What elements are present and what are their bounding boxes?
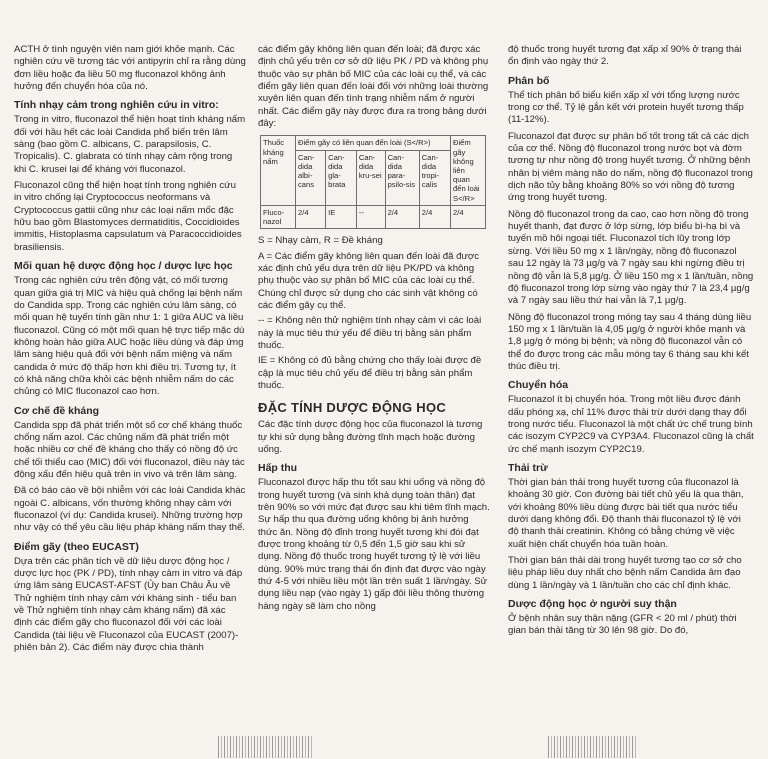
table-header-species: Can-dida albi-cans bbox=[296, 150, 326, 205]
table-cell: -- bbox=[356, 205, 385, 228]
table-header-species-group: Điểm gãy có liên quan đến loài (S</R>) bbox=[296, 136, 451, 150]
note-dash: -- = Không nên thử nghiệm tính nhạy cảm vì các loài này là mục tiêu thứ yếu để điều trị bằng sản phẩm thuốc. bbox=[258, 315, 482, 351]
paragraph-intro: ACTH ở tình nguyện viên nam giới khỏe mạnh. Các nghiên cứu về tương tác với antipyrin chỉ ra rằng dùng đơn liều hoặc đa liều 50 mg fluconazol không ảnh hưởng đến chuyển hóa của nó. bbox=[14, 44, 246, 93]
heading-elimination: Thải trừ bbox=[508, 461, 548, 474]
print-register-marks bbox=[548, 736, 638, 758]
paragraph-pk-pd: Trong các nghiên cứu trên động vật, có mối tương quan giữa giá trị MIC và hiệu quả chống lại bệnh nấm do Candida spp. Trong các nghiên cứu lâm sàng, có mối quan hệ tuyến tính gần như 1: 1 giữa AUC và liều fluconazol. Cũng có một mối quan hệ trực tiếp mặc dù không hoàn hảo giữa AUC hoặc liều dùng và đáp ứng lâm sàng hiệu quả đối với bệnh nấm miệng và nấm candida ở mức độ thấp hơn khi điều trị. Tương tự, ít có khả năng chữa khỏi các bệnh nhiễm nấm do các chủng có MIC fluconazol cao hơn. bbox=[14, 275, 245, 398]
column-middle bbox=[258, 44, 490, 617]
paragraph-absorption: Fluconazol được hấp thu tốt sau khi uống và nồng độ trong huyết tương (và sinh khả dụng toàn thân) đạt trên 90% so với mức đạt được sau khi tiêm tĩnh mạch. Sự hấp thu qua đường uống không bị ảnh hưởng thức ăn. Nồng độ đỉnh trong huyết tương khi đói đạt được trong khoảng từ 0,5 đến 1,5 giờ sau khi sử dụng. Nồng độ thuốc trong huyết tương tỷ lệ với liều dùng. 90% mức trạng thái ổn định đạt được vào ngày thứ 4-5 với nhiều liều một lần trên suất 1 lần/ngày. Sử dụng liều nạp (vào ngày 1) gấp đôi liều thông thường hàng ngày sẽ làm cho nồng bbox=[258, 477, 490, 612]
heading-metabolism: Chuyển hóa bbox=[508, 379, 569, 392]
paragraph-breakpoints-continued: các điểm gãy không liên quan đến loài; đã được xác định chủ yếu trên cơ sở dữ liệu PK / PD và không phụ thuộc vào sự phân bố MIC của các loài cụ thể, và các điểm gãy liên quan đến loài đối với những loài thường xuyên liên quan đến tình trạng nhiễm nấm ở người nhất. Các điểm gãy này được đưa ra trong bảng dưới đây: bbox=[258, 44, 489, 130]
note-a: A = Các điểm gãy không liên quan đến loài đã được xác định chủ yếu dựa trên dữ liệu PK/PD và không phụ thuộc vào sự phân bố MIC của các loài cụ thể. Chúng chỉ được sử dụng cho các sinh vật không có các điểm gãy cụ thể. bbox=[258, 250, 479, 311]
paragraph-distribution-3: Nồng độ fluconazol trong da cao, cao hơn nồng độ trong huyết thanh, đạt được ở lớp sừng, lớp biểu bì-hạ bì và tuyến mồ hôi ngoại tiết. Fluconazol tích lũy trong lớp sừng. Với liều 50 mg x 1 lần/ngày, nồng độ fluconazol sau 12 ngày là 73 µg/g và 7 ngày sau khi ngừng điều trị nồng độ vẫn là 5,8 µg/g. Ở liều 150 mg x 1 lần/tuần, nồng độ fluconazol trong lớp sừng vào ngày thứ 7 là 23,4 µg/g và 7 ngày sau liều thứ hai vẫn là 7,1 µg/g. bbox=[508, 208, 754, 307]
table-header-species: Can-dida kru-sei bbox=[356, 150, 385, 205]
heading-absorption: Hấp thu bbox=[258, 462, 298, 475]
heading-renal-impairment: Dược động học ở người suy thận bbox=[508, 598, 677, 611]
table-row bbox=[261, 136, 486, 150]
table-header-species: Can-dida tropi-calis bbox=[419, 150, 450, 205]
paragraph-elimination-2: Thời gian bán thải dài trong huyết tương tạo cơ sở cho liệu pháp liều duy nhất cho bệnh nấm Candida âm đạo dùng 1 lần/ngày và 1 lần/tuần cho các chỉ định khác. bbox=[508, 555, 742, 591]
heading-pharmacokinetics: ĐẶC TÍNH DƯỢC ĐỘNG HỌC bbox=[258, 400, 447, 416]
table-legend: S = Nhạy cảm, R = Đề kháng bbox=[258, 235, 383, 247]
heading-distribution: Phân bố bbox=[508, 74, 550, 87]
paragraph-renal-impairment: Ở bệnh nhân suy thận nặng (GFR < 20 ml / phút) thời gian bán thải tăng từ 30 lên 98 giờ. Do đó, bbox=[508, 613, 737, 637]
breakpoint-table bbox=[260, 135, 486, 229]
table-header-species: Can-dida para-psilo-sis bbox=[385, 150, 419, 205]
heading-in-vitro-susceptibility: Tính nhạy cảm trong nghiên cứu in vitro: bbox=[14, 99, 219, 112]
paragraph-resistance-1: Candida spp đã phát triển một số cơ chế kháng thuốc chống nấm azol. Các chủng nấm đã phát triển một hoặc nhiều cơ chế đề kháng cho thấy có nồng độ ức chế tối thiểu cao (MIC) đối với fluconazol, điều này tác động xấu đến hiệu quả trên in vivo và trên lâm sàng. bbox=[14, 419, 245, 480]
table-cell: 2/4 bbox=[451, 205, 486, 228]
table-cell-drug: Fluco-nazol bbox=[261, 205, 296, 228]
heading-resistance-mechanism: Cơ chế đề kháng bbox=[14, 404, 100, 417]
table-header-drug: Thuốc kháng nấm bbox=[261, 136, 296, 205]
paragraph-absorption-continued: độ thuốc trong huyết tương đạt xấp xỉ 90% ở trạng thái ổn định vào ngày thứ 2. bbox=[508, 44, 742, 68]
table-header-species: Can-dida gla-brata bbox=[326, 150, 357, 205]
heading-breakpoints: Điểm gãy (theo EUCAST) bbox=[14, 540, 139, 553]
table-cell: IE bbox=[326, 205, 357, 228]
table-cell: 2/4 bbox=[296, 205, 326, 228]
paragraph-metabolism: Fluconazol ít bị chuyển hóa. Trong một liều được đánh dấu phóng xạ, chỉ 11% được thải trừ dưới dạng thay đổi trong nước tiểu. Fluconazol là một chất ức chế trung bình các isozym CYP2C9 và CYP3A4. Fluconazol cũng là chất ức chế mạnh isozym CYP2C19. bbox=[508, 394, 754, 455]
table-row bbox=[261, 205, 486, 228]
column-right bbox=[508, 44, 754, 642]
table-cell: 2/4 bbox=[385, 205, 419, 228]
paragraph-pharmacokinetics: Các đặc tính dược động học của fluconazol là tương tự khi sử dụng bằng đường tĩnh mạch hoặc đường uống. bbox=[258, 419, 483, 456]
paragraph-distribution-1: Thể tích phân bố biểu kiến xấp xỉ với tổng lượng nước trong cơ thể. Tỷ lệ gắn kết với protein huyết tương thấp (11-12%). bbox=[508, 89, 744, 126]
note-ie: IE = Không có đủ bằng chứng cho thấy loài được đề cập là mục tiêu chủ yếu để điều trị bằng sản phẩm thuốc. bbox=[258, 355, 482, 392]
page-top-edge bbox=[0, 0, 768, 8]
paragraph-susceptibility-2: Fluconazol cũng thể hiện hoạt tính trong nghiên cứu in vitro chống lại Cryptococcus neoformans và Cryptococcus gattii cũng như các loại nấm mốc đặc hữu bao gồm Blastomyces dermatiditis, Coccidioides immitis, Histoplasma capsulatum và Paracoccidioides brasiliensis. bbox=[14, 180, 242, 253]
table-cell: 2/4 bbox=[419, 205, 450, 228]
heading-pk-pd-relationship: Mối quan hệ dược động học / dược lực học bbox=[14, 260, 233, 273]
paragraph-distribution-4: Nồng độ fluconazol trong móng tay sau 4 tháng dùng liều 150 mg x 1 lần/tuần là 4,05 µg/g ở người khỏe mạnh và 1,8 µg/g ở móng bị bệnh; và nồng độ fluconazol vẫn có thể đo được trong các mẫu móng tay 6 tháng sau khi kết thúc điều trị. bbox=[508, 311, 752, 372]
column-left bbox=[14, 44, 246, 658]
paragraph-resistance-2: Đã có báo cáo về bội nhiễm với các loài Candida khác ngoài C. albicans, vốn thường không nhạy cảm với fluconazol (ví dụ: Candida krusei). Những trường hợp như vậy có thể yêu cầu liệu pháp kháng nấm thay thế. bbox=[14, 485, 246, 534]
print-register-marks bbox=[218, 736, 314, 758]
table-header-non-species: Điểm gãy không liên quan đến loài S</R> bbox=[451, 136, 486, 205]
paragraph-distribution-2: Fluconazol đạt được sự phân bố tốt trong tất cả các dịch của cơ thể. Nồng độ fluconazol trong nước bọt và đờm tương tự như nồng độ trong huyết tương. Ở những bệnh nhân bị viêm màng não do nấm, nồng độ fluconazol trong dịch não tủy bằng khoảng 80% so với nồng độ tương ứng trong huyết tương. bbox=[508, 130, 753, 204]
paragraph-breakpoints: Dựa trên các phân tích về dữ liệu dược động học / dược lực học (PK / PD), tính nhạy cảm in vitro và đáp ứng lâm sàng EUCAST-AFST (Ủy ban Châu Âu về Thử nghiệm tính nhạy cảm với kháng sinh - tiểu ban về Thử nghiệm tính nhạy cảm kháng nấm) đã xác định các điểm gãy cho fluconazol đối với các loài Candida (tài liệu về Fluconazol của EUCAST (2007)-phiên bản 2). Các điểm này được chia thành bbox=[14, 555, 243, 654]
paragraph-elimination-1: Thời gian bán thải trong huyết tương của fluconazol là khoảng 30 giờ. Con đường bài tiết chủ yếu là qua thận, với khoảng 80% liều dùng được bài tiết qua nước tiểu dưới dạng không đổi. Độ thanh thải fluconazol tỷ lệ với độ thanh thải creatinin. Không có bằng chứng về việc xuất hiện chất chuyển hóa tuần hoàn. bbox=[508, 476, 744, 550]
paragraph-susceptibility-1: Trong in vitro, fluconazol thể hiện hoạt tính kháng nấm đối với hầu hết các loài Candida phổ biến trên lâm sàng (bao gồm C. albicans, C. parapsilosis, C. Tropicalis). C. glabrata có tính nhạy cảm rộng trong khi C. krusei lại để kháng với fluconazol. bbox=[14, 114, 246, 175]
